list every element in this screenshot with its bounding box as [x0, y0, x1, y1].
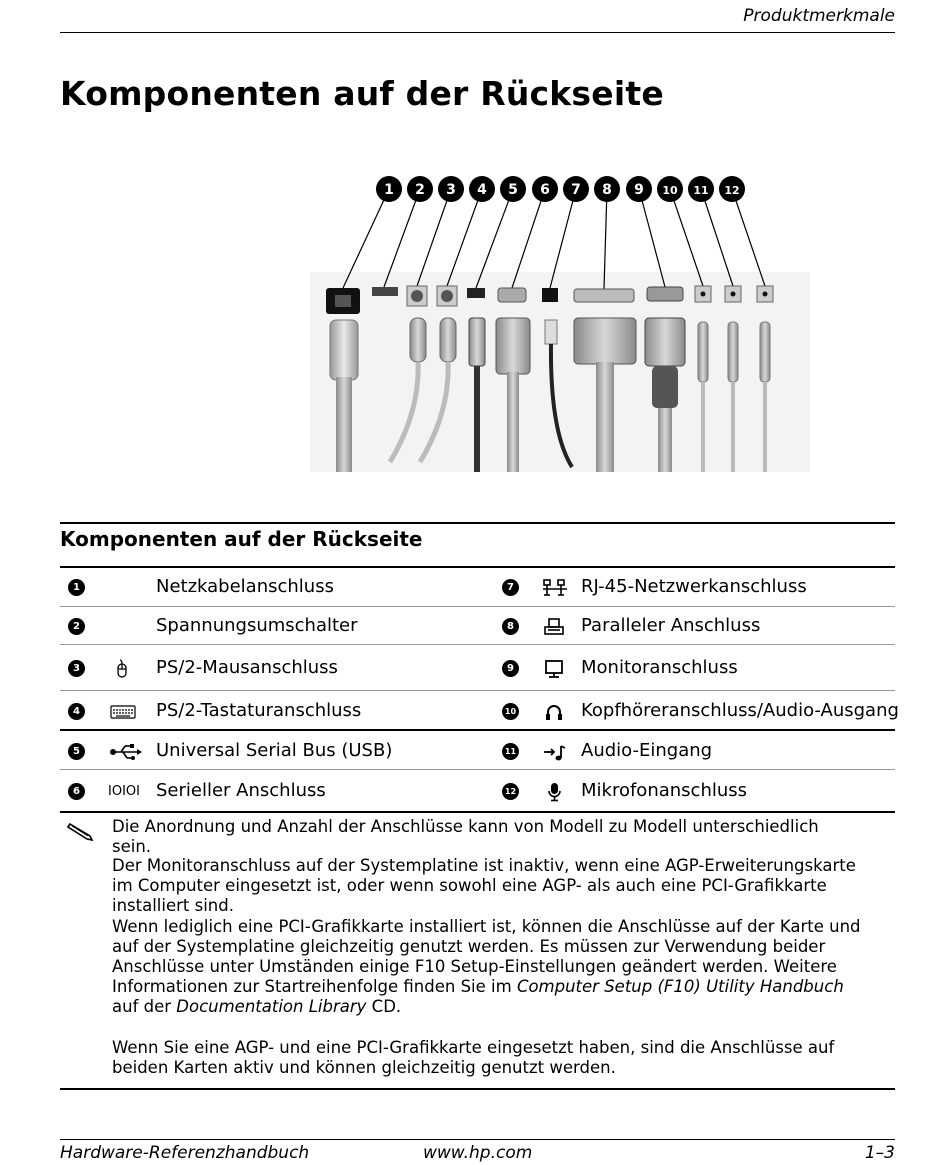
audio-in-cable — [731, 382, 735, 472]
right-item-number: 7 — [502, 579, 519, 596]
rear-panel-illustration — [310, 172, 810, 472]
headphone-jack-hole — [701, 292, 706, 297]
table-row-divider — [60, 769, 895, 770]
footer-rule — [60, 1139, 895, 1140]
mouse-plug — [410, 318, 426, 362]
voltage-switch — [372, 287, 398, 296]
footer-page-number: 1–3 — [864, 1143, 895, 1163]
callout-number: 1 — [384, 182, 394, 198]
mouse-icon — [109, 659, 137, 679]
mic-plug — [760, 322, 770, 382]
callout-number: 2 — [415, 182, 425, 198]
printer-icon — [541, 617, 569, 637]
table-head-rule — [60, 566, 895, 568]
left-item-label: Netzkabelanschluss — [156, 576, 334, 597]
left-item-number: 5 — [68, 743, 85, 760]
microphone-icon — [541, 782, 569, 802]
callout-leader-line — [732, 189, 765, 286]
monitor-icon — [541, 659, 569, 679]
power-port-inner — [335, 295, 351, 307]
running-header: Produktmerkmale — [743, 6, 895, 26]
callout-number: 6 — [540, 182, 550, 198]
vga-plug — [645, 318, 685, 366]
vga-port — [647, 287, 683, 301]
parallel-cable — [596, 362, 614, 472]
note-paragraph-2: Der Monitoranschluss auf der Systemplatine ist inaktiv, wenn eine AGP-Erweiterungskarte im Computer eingesetzt ist, oder wenn sowohl eine AGP- als auch eine PCI-Grafikkarte installiert sind. — [112, 856, 856, 915]
callout-leader-line — [670, 189, 703, 286]
usb-plug — [469, 318, 485, 366]
parallel-plug — [574, 318, 636, 364]
right-item-label: Kopfhöreranschluss/Audio-Ausgang — [581, 700, 899, 721]
callout-number: 4 — [477, 182, 487, 198]
table-title: Komponenten auf der Rückseite — [60, 527, 423, 551]
note-paragraph-4: Wenn Sie eine AGP- und eine PCI-Grafikkarte eingesetzt haben, sind die Anschlüsse auf beiden Karten aktiv und können gleichzeitig genutzt werden. — [112, 1038, 835, 1077]
keyboard-port-socket — [441, 290, 453, 302]
keyboard-plug — [440, 318, 456, 362]
footer-url: www.hp.com — [423, 1143, 533, 1163]
callout-number: 12 — [724, 184, 740, 197]
headphone-icon — [541, 702, 569, 722]
left-item-number: 4 — [68, 703, 85, 720]
vga-cable — [658, 408, 672, 472]
page-title: Komponenten auf der Rückseite — [60, 74, 664, 113]
headphone-plug — [698, 322, 708, 382]
notes-bottom-rule — [60, 1088, 895, 1090]
note-paragraph-3 — [112, 917, 862, 1017]
serial-port — [498, 288, 526, 302]
note-text: CD. — [366, 997, 402, 1016]
note-text-italic: Documentation Library — [176, 997, 367, 1016]
parallel-port — [574, 289, 634, 302]
mic-jack-hole — [763, 292, 768, 297]
callout-number: 9 — [634, 182, 644, 198]
left-item-number: 3 — [68, 660, 85, 677]
mic-cable — [763, 382, 767, 472]
right-item-label: Paralleler Anschluss — [581, 615, 761, 636]
right-item-label: Audio-Eingang — [581, 740, 713, 761]
table-row-divider — [60, 644, 895, 645]
table-top-rule — [60, 522, 895, 524]
table-row-divider — [60, 729, 895, 731]
right-item-number: 9 — [502, 660, 519, 677]
pencil-note-icon — [66, 818, 100, 842]
rj45-port — [542, 288, 558, 302]
usb-port — [467, 288, 485, 298]
right-item-number: 11 — [502, 743, 519, 760]
audio-in-jack-hole — [731, 292, 736, 297]
callout-leader-line — [417, 189, 451, 286]
callout-number: 3 — [446, 182, 456, 198]
serial-icon: IOIOI — [108, 784, 140, 799]
callout-number: 7 — [571, 182, 581, 198]
rear-panel-figure — [310, 172, 810, 472]
header-rule — [60, 32, 895, 33]
callouts — [376, 176, 745, 202]
table-row-divider — [60, 690, 895, 691]
audio-in-plug — [728, 322, 738, 382]
mouse-port-socket — [411, 290, 423, 302]
rj45-plug — [545, 320, 557, 344]
footer-book-title: Hardware-Referenzhandbuch — [60, 1143, 310, 1163]
right-item-label: Monitoranschluss — [581, 657, 738, 678]
serial-cable — [507, 372, 519, 472]
callout-number: 5 — [508, 182, 518, 198]
audio-in-icon — [541, 742, 569, 762]
power-plug — [330, 320, 358, 380]
notes-top-rule — [60, 811, 895, 813]
right-item-number: 8 — [502, 618, 519, 635]
power-cable — [336, 377, 352, 472]
vga-ferrite — [652, 366, 678, 408]
usb-cable — [474, 366, 480, 472]
keyboard-icon — [109, 702, 137, 722]
right-item-number: 12 — [502, 783, 519, 800]
callout-number: 10 — [662, 184, 678, 197]
note-text: Wenn lediglich eine PCI-Grafikkarte installiert ist, können die Anschlüsse auf der Karte und auf der Systemplatine gleichzeitig genutzt werden. Es müssen zur Verwendung beider Anschlüsse unter Umständen einige F10 Setup-Einstellungen geändert werden. Weitere Informationen zur Startreihenfolge finden Sie im — [112, 917, 861, 996]
callout-number: 8 — [602, 182, 612, 198]
left-item-number: 1 — [68, 579, 85, 596]
right-item-label: Mikrofonanschluss — [581, 780, 748, 801]
network-icon — [541, 578, 569, 598]
left-item-label: PS/2-Mausanschluss — [156, 657, 338, 678]
table-row-divider — [60, 606, 895, 607]
left-item-label: Universal Serial Bus (USB) — [156, 740, 393, 761]
left-item-label: PS/2-Tastaturanschluss — [156, 700, 362, 721]
right-item-number: 10 — [502, 703, 519, 720]
callout-leader-line — [701, 189, 733, 286]
note-text: auf der — [112, 997, 177, 1016]
right-item-label: RJ-45-Netzwerkanschluss — [581, 576, 807, 597]
usb-icon — [109, 742, 137, 762]
note-paragraph-1: Die Anordnung und Anzahl der Anschlüsse kann von Modell zu Modell unterschiedlich sein. — [112, 817, 819, 856]
callout-number: 11 — [693, 184, 709, 197]
note-text-italic: Computer Setup (F10) Utility Handbuch — [516, 977, 844, 996]
left-item-number: 2 — [68, 618, 85, 635]
serial-plug — [496, 318, 530, 374]
headphone-cable — [701, 382, 705, 472]
left-item-label: Spannungsumschalter — [156, 615, 358, 636]
callout-leader-line — [447, 189, 482, 286]
left-item-number: 6 — [68, 783, 85, 800]
left-item-label: Serieller Anschluss — [156, 780, 326, 801]
